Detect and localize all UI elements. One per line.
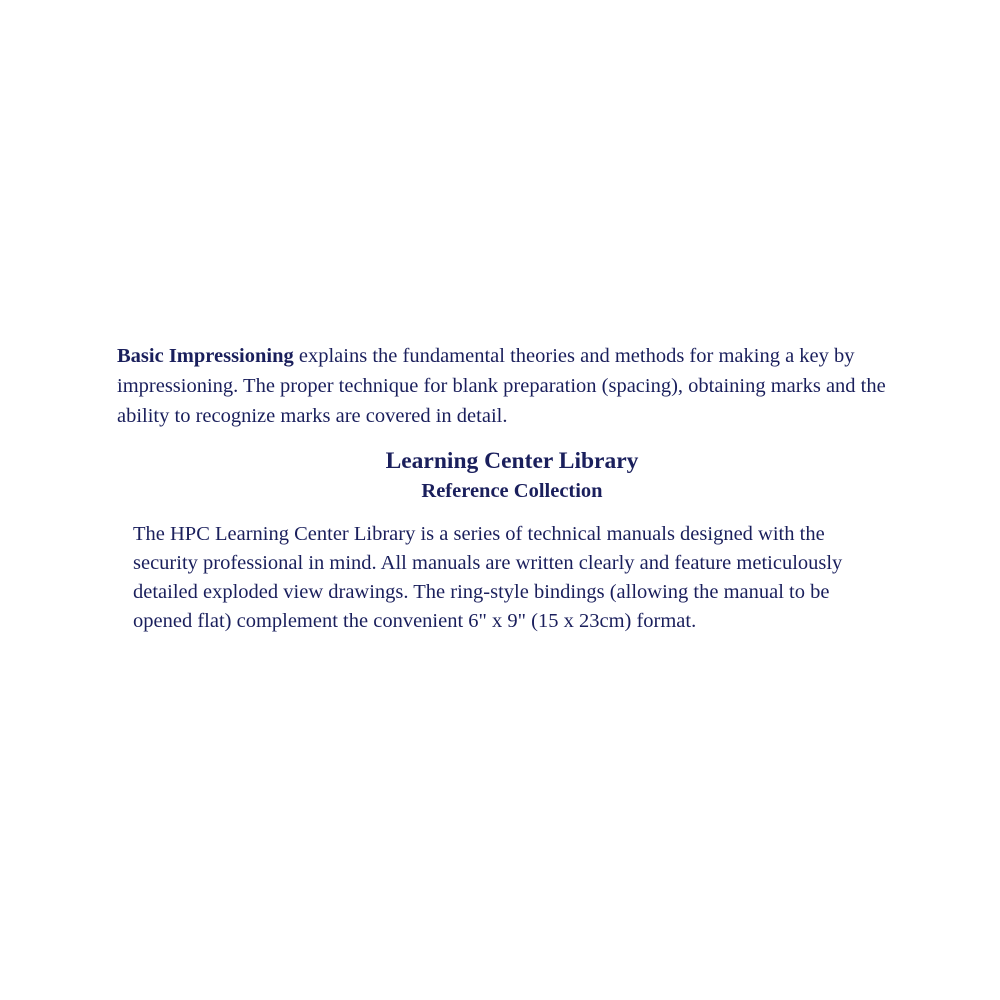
section-subtitle: Reference Collection (421, 480, 603, 502)
intro-text: explains the fundamental theories and methods for making a key by impressioning. The proper technique for blank preparation (spacing), obtaining marks and the ability to recognize marks are covered in detail. (117, 345, 886, 427)
intro-bold-term: Basic Impressioning (117, 345, 294, 367)
body-paragraph: The HPC Learning Center Library is a series of technical manuals designed with the security professional in mind. All manuals are written clearly and feature meticulously detailed exploded view drawings. The ring-style bindings (allowing the manual to be opened flat) complement the convenient 6" x 9" (15 x 23cm) format. (133, 523, 843, 632)
intro-paragraph (117, 341, 907, 431)
section-title: Learning Center Library (385, 448, 639, 474)
section-heading (0, 446, 1000, 506)
